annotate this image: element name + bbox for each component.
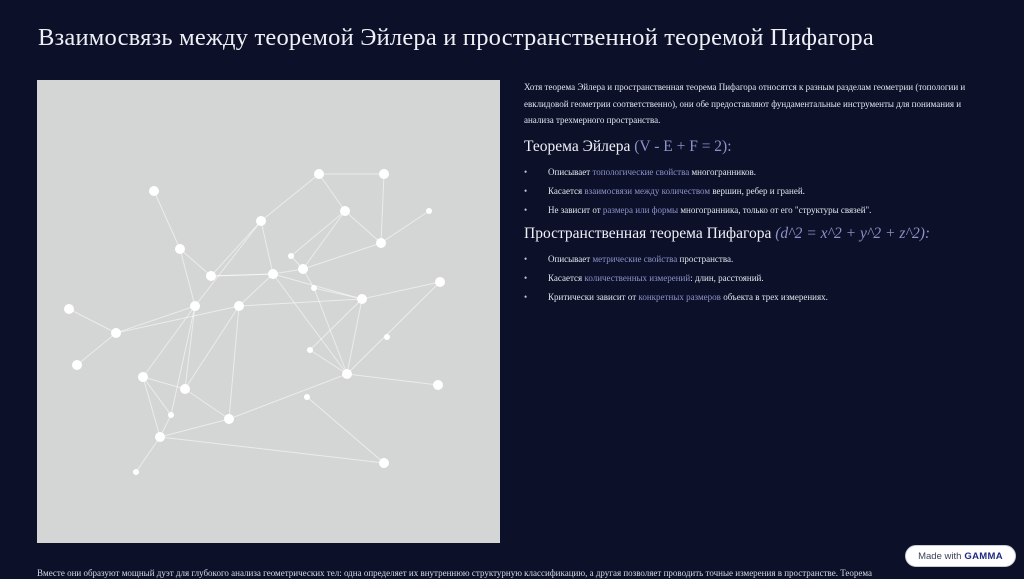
highlight-term: топологические свойства bbox=[592, 166, 690, 177]
graph-edge bbox=[239, 299, 362, 306]
bullet-icon: • bbox=[524, 204, 528, 215]
graph-node bbox=[340, 206, 350, 216]
pythagoras-formula: (d^2 = x^2 + y^2 + z^2): bbox=[775, 224, 931, 242]
graph-edge bbox=[160, 437, 384, 463]
graph-edge bbox=[116, 306, 195, 333]
pythagoras-bullet-list bbox=[524, 254, 984, 303]
graph-edge bbox=[381, 174, 384, 243]
list-item: • Не зависит от размера или формы многогранника, только от его "структуры связей". bbox=[524, 204, 872, 215]
bottom-paragraph: Вместе они образуют мощный дуэт для глубокого анализа геометрических тел: одна определяет их внутреннюю структурную классификацию, а другая позволяет проводить точные измерения в пространстве. Теорема bbox=[37, 568, 872, 578]
graph-node bbox=[111, 328, 121, 338]
pythagoras-heading-text: Пространственная теорема Пифагора bbox=[524, 224, 772, 242]
euler-bullet-list bbox=[524, 167, 984, 216]
graph-edge bbox=[136, 437, 160, 472]
graph-edge bbox=[261, 174, 319, 221]
graph-edge bbox=[229, 306, 239, 419]
graph-node bbox=[168, 412, 174, 418]
graph-node bbox=[307, 347, 313, 353]
graph-node bbox=[304, 394, 310, 400]
graph-node bbox=[311, 285, 317, 291]
graph-edge bbox=[143, 377, 160, 437]
graph-edge bbox=[347, 374, 438, 385]
graph-node bbox=[433, 380, 443, 390]
graph-edge bbox=[211, 274, 273, 276]
graph-edge bbox=[303, 211, 345, 269]
graph-edge bbox=[362, 282, 440, 299]
highlight-term: конкретных размеров bbox=[638, 291, 721, 302]
graph-edge bbox=[185, 389, 229, 419]
highlight-term: взаимосвязи между количеством bbox=[584, 185, 711, 196]
graph-edge bbox=[307, 397, 384, 463]
graph-edge bbox=[143, 377, 171, 415]
graph-node bbox=[435, 277, 445, 287]
bullet-icon: • bbox=[524, 272, 528, 283]
graph-node bbox=[155, 432, 165, 442]
graph-node bbox=[256, 216, 266, 226]
graph-node bbox=[357, 294, 367, 304]
graph-edge bbox=[160, 419, 229, 437]
graph-edge bbox=[381, 211, 429, 243]
list-item: • Касается количественных измерений: длин, расстояний. bbox=[524, 272, 764, 283]
graph-node bbox=[180, 384, 190, 394]
graph-edge bbox=[211, 221, 261, 276]
graph-node bbox=[384, 334, 390, 340]
content-column bbox=[524, 79, 984, 311]
graph-edge bbox=[229, 374, 347, 419]
euler-heading-text: Теорема Эйлера bbox=[524, 137, 631, 155]
graph-node bbox=[342, 369, 352, 379]
graph-node bbox=[206, 271, 216, 281]
made-with-gamma-badge[interactable] bbox=[905, 545, 1016, 567]
graph-edge bbox=[69, 309, 116, 333]
graph-node bbox=[72, 360, 82, 370]
graph-edge bbox=[154, 191, 180, 249]
graph-node bbox=[298, 264, 308, 274]
graph-node bbox=[288, 253, 294, 259]
graph-node bbox=[138, 372, 148, 382]
graph-node bbox=[268, 269, 278, 279]
graph-edge bbox=[319, 174, 345, 211]
graph-edge bbox=[180, 249, 195, 306]
graph-node bbox=[376, 238, 386, 248]
graph-edge bbox=[310, 350, 347, 374]
graph-node bbox=[379, 458, 389, 468]
bullet-icon: • bbox=[524, 166, 528, 177]
graph-edge bbox=[180, 249, 211, 276]
network-graph-icon bbox=[37, 80, 500, 543]
list-item: • Описывает метрические свойства пространства. bbox=[524, 253, 734, 264]
graph-node bbox=[379, 169, 389, 179]
graph-node bbox=[64, 304, 74, 314]
highlight-term: метрические свойства bbox=[592, 253, 678, 264]
list-item: • Касается взаимосвязи между количеством вершин, ребер и граней. bbox=[524, 185, 805, 196]
list-item: • Описывает топологические свойства многогранников. bbox=[524, 166, 757, 177]
graph-node bbox=[175, 244, 185, 254]
highlight-term: количественных измерений bbox=[584, 272, 691, 283]
graph-edge bbox=[261, 221, 273, 274]
graph-node bbox=[133, 469, 139, 475]
graph-edge bbox=[345, 211, 381, 243]
pythagoras-heading bbox=[524, 225, 984, 243]
slide-title: Взаимосвязь между теоремой Эйлера и пространственной теоремой Пифагора bbox=[38, 24, 874, 51]
graph-edge bbox=[347, 299, 362, 374]
bullet-icon: • bbox=[524, 185, 528, 196]
highlight-term: размера или формы bbox=[602, 204, 679, 215]
gamma-logo: GAMMA bbox=[964, 550, 1003, 562]
graph-node bbox=[190, 301, 200, 311]
graph-edge bbox=[239, 274, 273, 306]
euler-formula: (V - E + F = 2): bbox=[634, 137, 732, 155]
graph-node bbox=[314, 169, 324, 179]
graph-node bbox=[234, 301, 244, 311]
graph-edge bbox=[77, 333, 116, 365]
graph-edge bbox=[303, 243, 381, 269]
graph-edge bbox=[310, 299, 362, 350]
graph-node bbox=[224, 414, 234, 424]
intro-paragraph: Хотя теорема Эйлера и пространственная теорема Пифагора относятся к разным разделам геометрии (топологии и евклидовой геометрии соответственно), они обе предоставляют фундаментальные инструменты для понимания и анализа трехмерного пространства. bbox=[524, 82, 966, 125]
list-item: • Критически зависит от конкретных размеров объекта в трех измерениях. bbox=[524, 291, 828, 302]
graph-edge bbox=[291, 211, 345, 256]
graph-edge bbox=[273, 274, 362, 299]
euler-heading bbox=[524, 138, 984, 156]
network-graph-image bbox=[37, 80, 500, 543]
bullet-icon: • bbox=[524, 291, 528, 302]
badge-prefix: Made with bbox=[918, 550, 962, 562]
bullet-icon: • bbox=[524, 253, 528, 264]
graph-edge bbox=[195, 221, 261, 306]
graph-node bbox=[426, 208, 432, 214]
graph-edge bbox=[116, 306, 239, 333]
graph-node bbox=[149, 186, 159, 196]
